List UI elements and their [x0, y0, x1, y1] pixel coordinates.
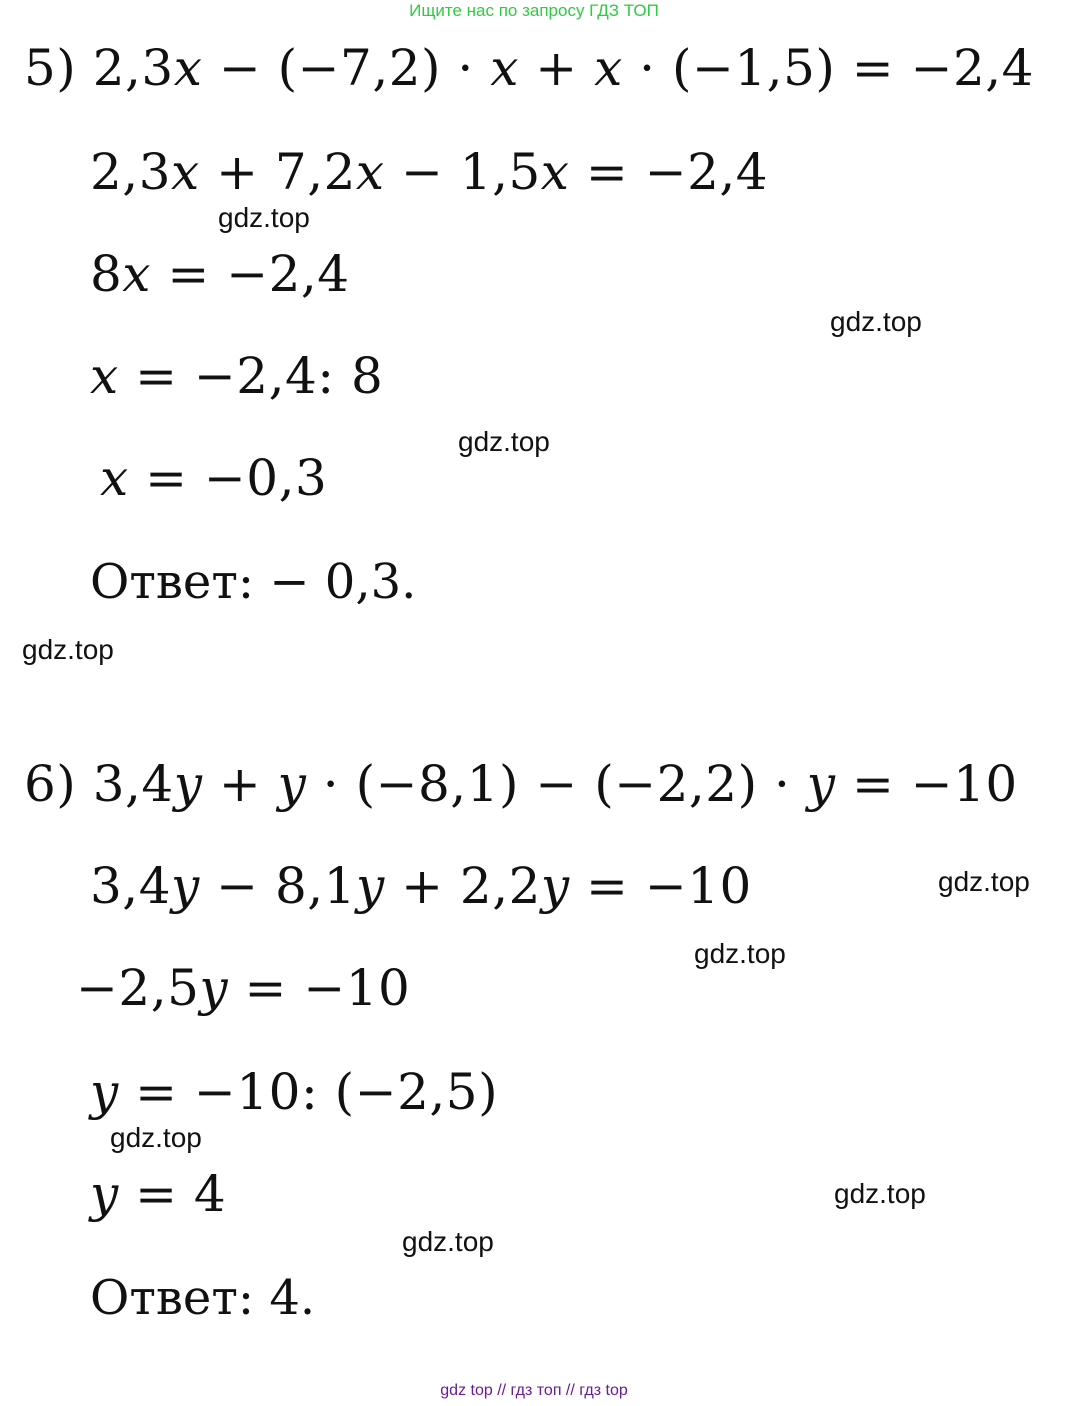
- watermark: gdz.top: [834, 1178, 926, 1209]
- problem5-step2: 8𝑥 = −2,4: [90, 245, 350, 303]
- watermark: gdz.top: [218, 202, 310, 233]
- watermark: gdz.top: [938, 866, 1030, 897]
- problem6-answer: Ответ: 4.: [90, 1270, 316, 1326]
- problem6-step1: 3,4𝑦 − 8,1𝑦 + 2,2𝑦 = −10: [90, 857, 752, 915]
- watermark: gdz.top: [110, 1122, 202, 1153]
- watermark: gdz.top: [402, 1226, 494, 1257]
- footer-links: gdz top // гдз топ // гдз top: [440, 1382, 628, 1399]
- problem5-step1: 2,3𝑥 + 7,2𝑥 − 1,5𝑥 = −2,4: [90, 143, 769, 201]
- problem5-equation: 5) 2,3𝑥 − (−7,2) · 𝑥 + 𝑥 · (−1,5) = −2,4: [24, 39, 1034, 97]
- problem6-equation: 6) 3,4𝑦 + 𝑦 · (−8,1) − (−2,2) · 𝑦 = −10: [24, 755, 1018, 813]
- problem6-step4: 𝑦 = 4: [90, 1165, 227, 1223]
- watermark: gdz.top: [22, 634, 114, 665]
- search-banner: Ищите нас по запросу ГДЗ ТОП: [409, 1, 659, 20]
- problem6-step3: 𝑦 = −10: (−2,5): [90, 1063, 499, 1121]
- watermark: gdz.top: [458, 426, 550, 457]
- watermark: gdz.top: [830, 306, 922, 337]
- problem5-step4: 𝑥 = −0,3: [100, 449, 328, 507]
- watermark: gdz.top: [694, 938, 786, 969]
- problem6-step2: −2,5𝑦 = −10: [76, 959, 411, 1017]
- problem5-answer: Ответ: − 0,3.: [90, 554, 417, 610]
- problem5-step3: 𝑥 = −2,4: 8: [90, 347, 384, 405]
